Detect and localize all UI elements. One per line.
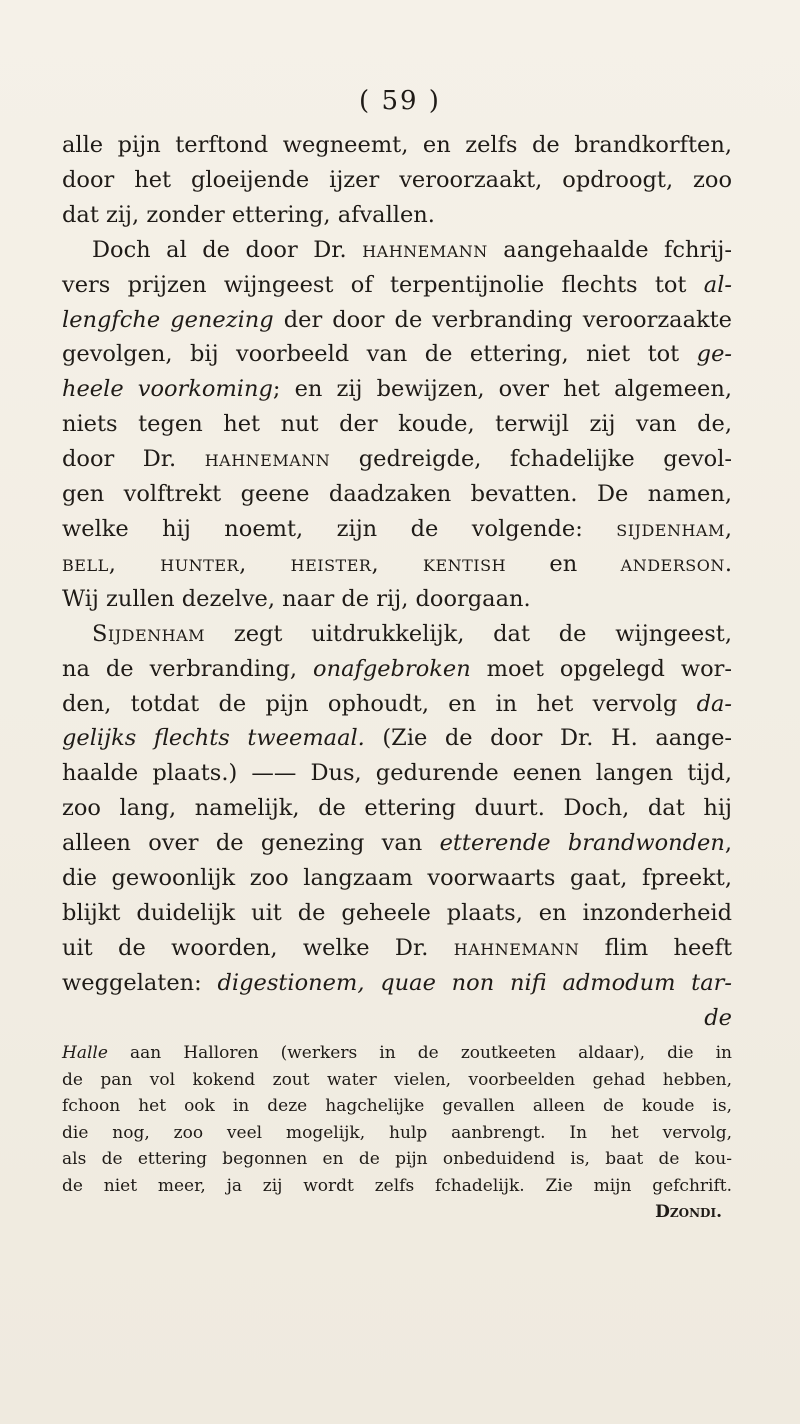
text-line [62, 268, 732, 303]
text-run: die gewoonlijk zoo langzaam voorwaarts gaat, fpreekt, [62, 865, 732, 892]
footnote-signature: Dzondi. [655, 1202, 722, 1222]
text-run: zoo lang, namelijk, de ettering duurt. Doch, dat hij [62, 795, 732, 822]
text-run: ge- [696, 341, 732, 368]
text-run: de niet meer, ja zij wordt zelfs fchadelijk. Zie mijn gefchrift. [62, 1175, 732, 1196]
text-run: de [704, 1004, 732, 1031]
text-run: niets tegen het nut der koude, terwijl zij van de, [62, 411, 732, 438]
text-run: Sijdenham [92, 620, 206, 647]
text-run: fchoon het ook in deze hagchelijke gevallen alleen de koude is, [62, 1096, 732, 1116]
text-run: der door de verbranding veroorzaakte [273, 306, 732, 333]
text-run: gelijks flechts tweemaal. [62, 725, 365, 752]
text-run: en [506, 550, 621, 577]
text-run: bell, hunter, heister, kentish [62, 550, 507, 577]
text-line [62, 966, 732, 1001]
text-line [62, 512, 732, 547]
text-line [62, 407, 732, 442]
text-run: na de verbranding, [62, 655, 314, 682]
text-run: aan Halloren (werkers in de zoutkeeten aldaar), die in [107, 1043, 732, 1063]
text-line [62, 652, 732, 687]
text-line [62, 233, 732, 268]
text-run: door het gloeijende ijzer veroorzaakt, opdroogt, zoo [62, 166, 732, 193]
text-line [62, 896, 732, 931]
text-run: etterende brandwonden [439, 830, 725, 857]
text-run: ; en zij bewijzen, over het algemeen, [272, 376, 733, 403]
text-run: als de ettering begonnen en de pijn onbeduidend is, baat de kou- [62, 1149, 732, 1169]
text-line [62, 1040, 732, 1067]
text-run: sijdenham [616, 515, 725, 542]
text-run: al- [703, 271, 732, 298]
text-line [62, 198, 732, 233]
text-run: alle pijn terftond wegneemt, en zelfs de brandkorften, [62, 132, 732, 158]
text-run: dat zij, zonder ettering, afvallen. [62, 201, 435, 228]
text-run: de pan vol kokend zout water vielen, voorbeelden gehad hebben, [62, 1069, 732, 1090]
text-line [62, 477, 732, 512]
text-line [62, 861, 732, 896]
text-run: Halle [62, 1043, 108, 1063]
text-run: , [724, 515, 732, 542]
text-line [62, 163, 732, 198]
text-line [62, 1173, 732, 1200]
main-text [62, 128, 732, 1036]
text-run: die nog, zoo veel mogelijk, hulp aanbrengt. In het vervolg, [62, 1122, 732, 1143]
text-run: heele voorkoming [62, 376, 273, 403]
text-line [62, 791, 732, 826]
text-line [62, 337, 732, 372]
footnote [62, 1040, 732, 1226]
text-run: anderson [620, 550, 725, 577]
page-number: ( 59 ) [359, 86, 441, 116]
text-run: aangehaalde fchrij- [487, 236, 732, 263]
text-run: hahnemann [453, 934, 580, 961]
text-run: lengfche genezing [62, 306, 274, 333]
text-line [62, 931, 732, 966]
text-run: uit de woorden, welke Dr. [62, 934, 454, 961]
text-run: (Zie de door Dr. H. aange- [364, 725, 732, 752]
text-run: alleen over de genezing van [62, 830, 440, 857]
text-run: gevolgen, bij voorbeeld van de ettering, niet tot [62, 341, 697, 368]
text-run: digestionem, quae non nifi admodum tar- [217, 969, 732, 996]
text-line [62, 1001, 732, 1036]
text-run: flim heeft [579, 934, 732, 961]
text-line [62, 1067, 732, 1094]
text-run: gen volftrekt geene daadzaken bevatten. De namen, [62, 481, 732, 508]
text-line [62, 372, 732, 407]
text-line [62, 617, 732, 652]
text-run: , [724, 830, 733, 857]
text-line [62, 582, 732, 617]
text-run: . [724, 550, 732, 577]
text-run: moet opgelegd wor- [470, 655, 733, 682]
text-run: welke hij noemt, zijn de volgende: [62, 515, 617, 542]
text-line [62, 826, 732, 861]
text-run: Wij zullen dezelve, naar de rij, doorgaan. [62, 585, 531, 612]
text-line [62, 721, 732, 756]
text-run: gedreigde, fchadelijke gevol- [330, 446, 733, 473]
text-line [62, 756, 732, 791]
text-line [62, 687, 732, 722]
text-run: blijkt duidelijk uit de geheele plaats, en inzonderheid [62, 899, 732, 926]
text-line [62, 128, 732, 163]
text-run: hahnemann [362, 236, 488, 263]
text-run: door Dr. [62, 446, 205, 473]
text-run: weggelaten: [62, 969, 218, 996]
text-line [62, 547, 732, 582]
text-line [62, 303, 732, 338]
text-run: vers prijzen wijngeest of terpentijnolie flechts tot [62, 271, 704, 298]
text-run: haalde plaats.) —— Dus, gedurende eenen langen tijd, [62, 760, 732, 787]
text-run: hahnemann [204, 446, 331, 473]
text-run: da- [696, 690, 732, 717]
text-run: Doch al de door Dr. [92, 236, 363, 263]
text-line [62, 442, 732, 477]
text-run: zegt uitdrukkelijk, dat de wijngeest, [205, 620, 732, 647]
text-line [62, 1146, 732, 1173]
text-line [62, 1120, 732, 1147]
text-run: onafgebroken [313, 655, 471, 682]
text-line [62, 1093, 732, 1120]
text-run: den, totdat de pijn ophoudt, en in het vervolg [62, 690, 697, 717]
